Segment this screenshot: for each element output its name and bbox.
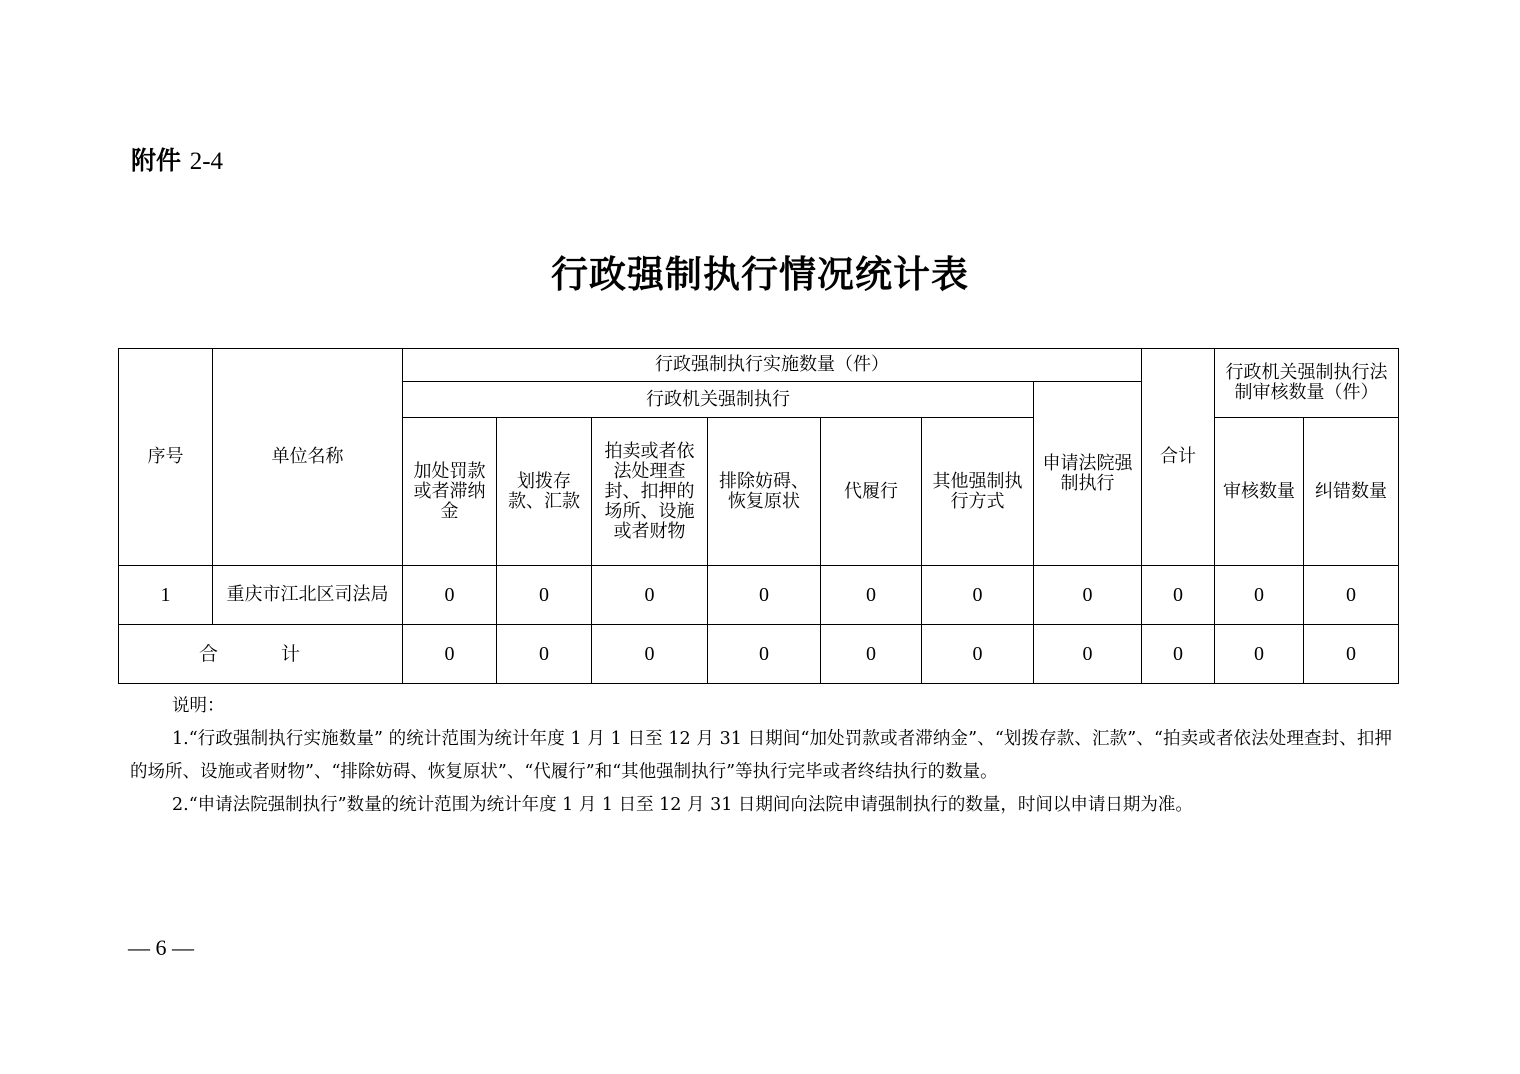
total-value: 0 bbox=[708, 625, 821, 684]
header-review-group: 行政机关强制执行法制审核数量（件） bbox=[1215, 349, 1399, 418]
row-value: 0 bbox=[403, 566, 497, 625]
header-transfer: 划拨存款、汇款 bbox=[497, 418, 592, 566]
row-value: 0 bbox=[821, 566, 922, 625]
header-unit-name: 单位名称 bbox=[213, 349, 403, 566]
total-value: 0 bbox=[1034, 625, 1142, 684]
header-substitute: 代履行 bbox=[821, 418, 922, 566]
attachment-label bbox=[131, 141, 223, 177]
total-row-label: 合 计 bbox=[119, 625, 403, 684]
total-value: 0 bbox=[1142, 625, 1215, 684]
total-value: 0 bbox=[821, 625, 922, 684]
note-item-1: 1.“行政强制执行实施数量” 的统计范围为统计年度 1 月 1 日至 12 月 31 日期间“加处罚款或者滞纳金”、“划拨存款、汇款”、“拍卖或者依法处理查封、扣押的场所、设施或者财物”、“排除妨碍、恢复原状”、“代履行”和“其他强制执行”等执行完毕或者终结执行的数量。 bbox=[130, 729, 1392, 782]
header-auction: 拍卖或者依法处理查封、扣押的场所、设施或者财物 bbox=[592, 418, 708, 566]
header-correction-count: 纠错数量 bbox=[1304, 418, 1399, 566]
row-unit-name: 重庆市江北区司法局 bbox=[213, 566, 403, 625]
header-penalty: 加处罚款或者滞纳金 bbox=[403, 418, 497, 566]
attachment-number: 2-4 bbox=[189, 148, 224, 175]
total-value: 0 bbox=[1215, 625, 1304, 684]
total-value: 0 bbox=[497, 625, 592, 684]
header-admin-execution: 行政机关强制执行 bbox=[403, 382, 1034, 418]
row-value: 0 bbox=[592, 566, 708, 625]
header-obstruction: 排除妨碍、恢复原状 bbox=[708, 418, 821, 566]
table-row bbox=[119, 566, 1399, 625]
statistics-table bbox=[118, 348, 1399, 684]
row-value: 0 bbox=[1142, 566, 1215, 625]
total-value: 0 bbox=[922, 625, 1034, 684]
total-value: 0 bbox=[1304, 625, 1399, 684]
notes bbox=[130, 690, 1392, 822]
page-title: 行政强制执行情况统计表 bbox=[551, 252, 969, 296]
total-value: 0 bbox=[403, 625, 497, 684]
row-value: 0 bbox=[922, 566, 1034, 625]
header-total: 合计 bbox=[1142, 349, 1215, 566]
header-other: 其他强制执行方式 bbox=[922, 418, 1034, 566]
row-value: 0 bbox=[1215, 566, 1304, 625]
header-implementation: 行政强制执行实施数量（件） bbox=[403, 349, 1142, 382]
row-value: 0 bbox=[497, 566, 592, 625]
row-value: 0 bbox=[1034, 566, 1142, 625]
total-value: 0 bbox=[592, 625, 708, 684]
header-court: 申请法院强制执行 bbox=[1034, 382, 1142, 566]
row-seq: 1 bbox=[119, 566, 213, 625]
header-seq: 序号 bbox=[119, 349, 213, 566]
header-review-count: 审核数量 bbox=[1215, 418, 1304, 566]
attachment-text: 附件 bbox=[131, 146, 182, 175]
total-row bbox=[119, 625, 1399, 684]
notes-label: 说明： bbox=[172, 696, 225, 716]
note-item-2: 2.“申请法院强制执行”数量的统计范围为统计年度 1 月 1 日至 12 月 31 日期间向法院申请强制执行的数量，时间以申请日期为准。 bbox=[172, 795, 1193, 815]
page-number: — 6 — bbox=[128, 935, 194, 960]
row-value: 0 bbox=[1304, 566, 1399, 625]
row-value: 0 bbox=[708, 566, 821, 625]
